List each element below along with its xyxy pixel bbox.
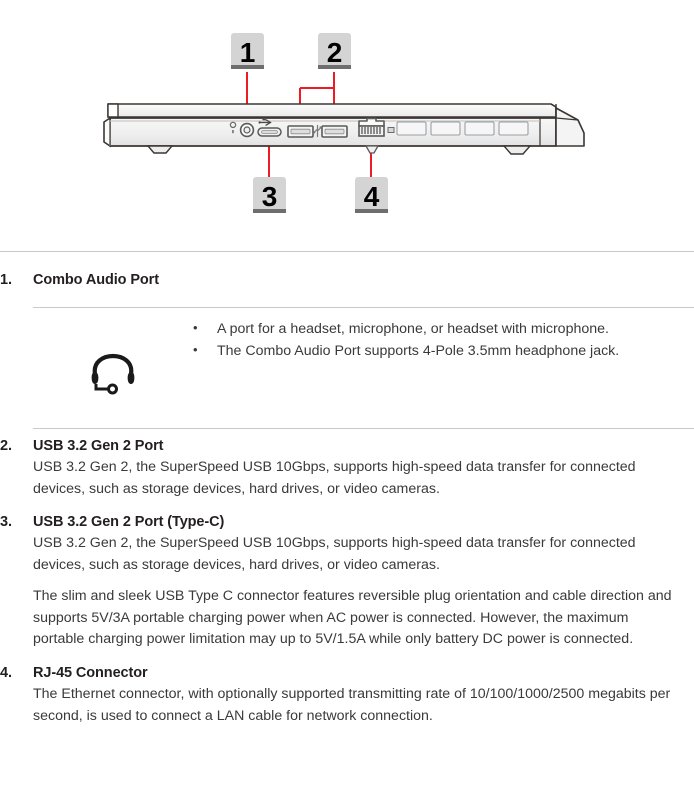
entry-4-paragraph: The Ethernet connector, with optionally supported transmitting rate of 10/100/1000/2500 megabits per second, is used to connect a LAN cable for network connection.	[33, 686, 671, 724]
entry-3-paragraph-2: The slim and sleek USB Type C connector features reversible plug orientation and cable direction and supports 5V/3A portable charging power when AC power is connected. However, the maximum portable charging power limitation may up to 5V/1.5A while only battery DC power is connected.	[33, 588, 672, 648]
entry-usb-32-gen-2-port	[0, 432, 694, 500]
entry-4-body	[0, 681, 694, 727]
bullet-text: The Combo Audio Port supports 4-Pole 3.5mm headphone jack.	[217, 343, 620, 359]
entry-3-number: 3.	[0, 514, 12, 531]
callout-4-label: 4	[363, 181, 380, 212]
entry-3-title: USB 3.2 Gen 2 Port (Type-C)	[33, 514, 225, 531]
divider-under-entry-1-title	[33, 307, 694, 308]
entry-4-number: 4.	[0, 665, 12, 682]
entry-2-heading	[0, 438, 694, 454]
divider-under-entry-1-block	[33, 428, 694, 429]
entry-rj45-connector	[0, 651, 694, 727]
callout-badge-2	[318, 33, 351, 69]
usb-a-port-left	[288, 126, 313, 137]
entry-4-heading	[0, 665, 694, 681]
bullet-dot-icon: •	[193, 320, 198, 335]
bullet-item	[193, 318, 624, 340]
entry-3-heading	[0, 514, 694, 530]
callout-3-label: 3	[261, 181, 278, 212]
entry-3-body	[0, 530, 694, 651]
entry-2-body	[0, 454, 694, 500]
combo-audio-bullet-list	[193, 318, 694, 362]
callout-badge-4	[355, 177, 388, 213]
laptop-port-diagram	[0, 0, 694, 235]
entry-1-heading	[0, 272, 694, 288]
bullet-item	[193, 340, 624, 362]
usb-a-port-right	[322, 126, 347, 137]
port-description-list	[0, 243, 694, 727]
combo-audio-detail-block	[0, 300, 694, 396]
callout-1-label: 1	[239, 37, 256, 68]
headset-icon-cell	[33, 318, 193, 396]
entry-2-paragraph: USB 3.2 Gen 2, the SuperSpeed USB 10Gbps, supports high-speed data transfer for connected devices, such as storage devices, hard drives, or video cameras.	[33, 459, 636, 497]
entry-2-number: 2.	[0, 438, 12, 454]
headset-icon	[85, 334, 141, 396]
bullet-dot-icon: •	[193, 342, 198, 357]
callout-badge-1	[231, 33, 264, 69]
entry-1-number: 1.	[0, 272, 12, 288]
entry-1-title: Combo Audio Port	[33, 272, 159, 288]
bullet-text: A port for a headset, microphone, or headset with microphone.	[217, 321, 609, 337]
callout-2-label: 2	[326, 37, 343, 68]
entry-2-title: USB 3.2 Gen 2 Port	[33, 438, 164, 454]
entry-usb-32-gen-2-port-type-c	[0, 500, 694, 651]
entry-combo-audio-port	[0, 243, 694, 432]
callout-badge-3	[253, 177, 286, 213]
entry-4-title: RJ-45 Connector	[33, 665, 148, 682]
entry-3-paragraph-1: USB 3.2 Gen 2, the SuperSpeed USB 10Gbps, supports high-speed data transfer for connected devices, such as storage devices, hard drives, or video cameras.	[33, 535, 636, 573]
